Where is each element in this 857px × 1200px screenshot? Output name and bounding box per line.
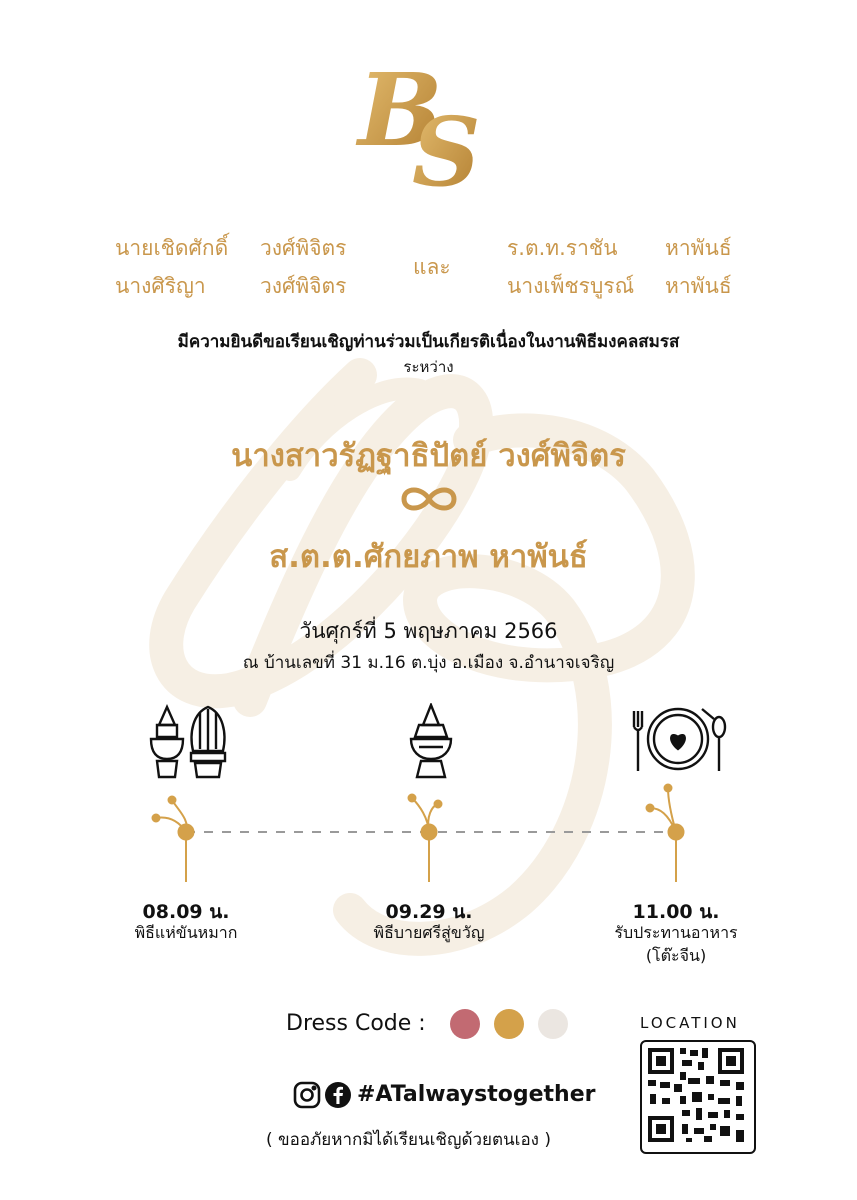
bride-father-first: นายเชิดศักดิ์ — [115, 236, 229, 260]
khan-maak-icon — [145, 703, 230, 785]
groom-mother-first: นางเพ็ชรบูรณ์ — [507, 274, 635, 298]
svg-text:B: B — [358, 51, 443, 169]
timeline-node-3 — [646, 784, 684, 882]
location-qr-code[interactable] — [640, 1040, 756, 1154]
dinner-plate-icon — [628, 705, 728, 781]
conjunction: และ — [413, 255, 451, 279]
schedule-time-3: 11.00 น. — [632, 901, 720, 923]
bride-father-last: วงศ์พิจิตร — [260, 236, 347, 260]
timeline-node-1 — [152, 796, 194, 882]
schedule-sub-3: (โต๊ะจีน) — [645, 946, 707, 965]
schedule-label-2: พิธีบายศรีสู่ขวัญ — [373, 923, 485, 942]
hashtag: #ATalwaystogether — [357, 1082, 596, 1107]
location-label: LOCATION — [640, 1014, 740, 1032]
monogram-logo — [350, 50, 510, 200]
schedule-time-1: 08.09 น. — [142, 901, 230, 923]
infinity-icon — [398, 483, 460, 519]
event-date: วันศุกร์ที่ 5 พฤษภาคม 2566 — [299, 619, 558, 643]
invitation-line: มีความยินดีขอเรียนเชิญท่านร่วมเป็นเกียรติเนื่องในงานพิธีมงคลสมรส — [177, 332, 680, 352]
schedule-label-1: พิธีแห่ขันหมาก — [134, 923, 238, 942]
groom-father-first: ร.ต.ท.ราชัน — [507, 236, 618, 260]
apology-note: ( ขออภัยหากมิได้เรียนเชิญด้วยตนเอง ) — [266, 1130, 552, 1150]
timeline-node-2 — [408, 794, 442, 882]
instagram-icon — [293, 1081, 321, 1113]
bride-name: นางสาวรัฏฐาธิปัตย์ วงศ์พิจิตร — [231, 438, 626, 474]
bai-sri-icon — [405, 703, 457, 783]
bride-mother-first: นางศิริญา — [115, 274, 206, 298]
dress-color-swatch-1 — [450, 1009, 480, 1039]
schedule-time-2: 09.29 น. — [385, 901, 473, 923]
groom-father-last: หาพันธ์ — [665, 236, 732, 260]
dress-code-label: Dress Code : — [286, 1011, 426, 1036]
dress-color-swatch-2 — [494, 1009, 524, 1039]
groom-parents — [507, 229, 732, 305]
groom-name: ส.ต.ต.ศักยภาพ หาพันธ์ — [269, 539, 588, 575]
groom-mother-last: หาพันธ์ — [665, 274, 732, 298]
svg-text:S: S — [412, 97, 481, 200]
between-label: ระหว่าง — [403, 358, 454, 376]
dress-color-swatch-3 — [538, 1009, 568, 1039]
schedule-label-3: รับประทานอาหาร — [614, 923, 738, 942]
bride-parents — [115, 229, 346, 305]
timeline — [0, 780, 857, 890]
event-venue: ณ บ้านเลขที่ 31 ม.16 ต.บุ่ง อ.เมือง จ.อำนาจเจริญ — [242, 653, 615, 673]
facebook-icon — [324, 1081, 352, 1113]
bride-mother-last: วงศ์พิจิตร — [260, 274, 347, 298]
